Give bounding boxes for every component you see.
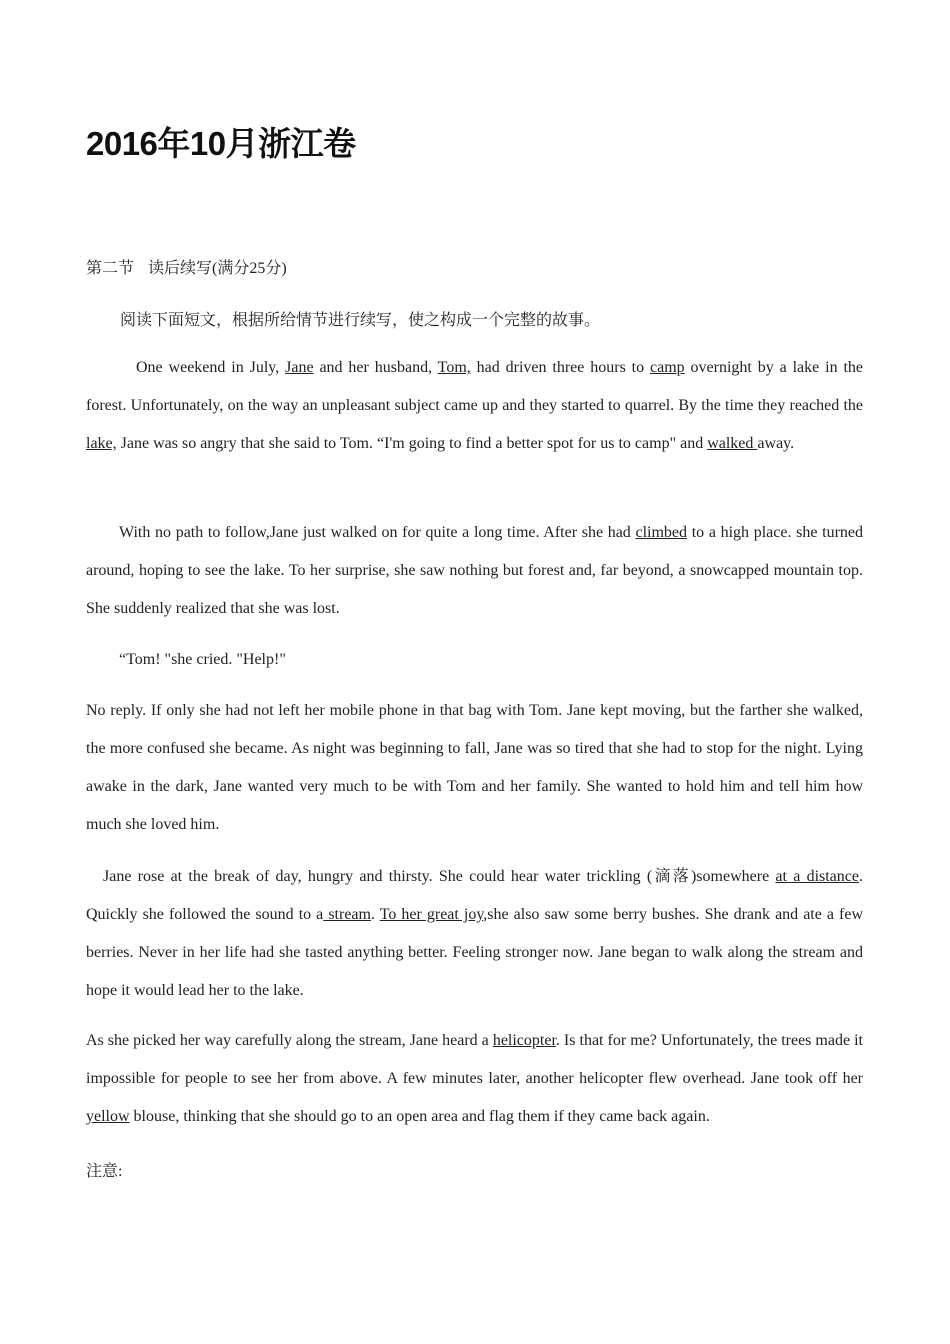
section-name: 读后续写(满分25分) — [148, 260, 287, 277]
underlined-word: helicopter — [492, 1032, 556, 1049]
underlined-word: yellow — [86, 1108, 130, 1125]
underlined-word: camp — [650, 359, 685, 376]
story-paragraph-2: With no path to follow,Jane just walked on for quite a long time. After she had climbed to a high place. she turned around, hoping to see the lake. To her surprise, she saw nothing but forest and, far beyond, a snowcapped mountain top. She suddenly realized that she was lost. — [86, 524, 863, 617]
story-paragraph-6: As she picked her way carefully along the stream, Jane heard a helicopter. Is that for me? Unfortunately, the trees made it impossible for people to see her from above. A few minutes later, another helicopter flew overhead. Jane took off her yellow blouse, thinking that she should go to an open area and flag them if they came back again. — [86, 1032, 863, 1125]
underlined-word: To her great joy — [379, 906, 484, 923]
story-paragraph-3: “Tom! "she cried. "Help!" — [119, 651, 286, 668]
story-paragraph-5: Jane rose at the break of day, hungry and thirsty. She could hear water trickling (滴落)somewhere at a distance. Quickly she followed the sound to a stream. To her great joy,she also saw some berry bushes. She drank and ate a few berries. Never in her life had she tasted anything better. Feeling stronger now. Jane began to walk along the stream and hope it would lead her to the lake. — [86, 868, 864, 999]
page-title: 2016年10月浙江卷 — [86, 125, 356, 162]
note-label: 注意: — [86, 1163, 123, 1180]
story-paragraph-1: One weekend in July, Jane and her husband, Tom, had driven three hours to camp overnight by a lake in the forest. Unfortunately, on the way an unpleasant subject came up and they started to quarrel. By the time they reached the lake, Jane was so angry that she said to Tom. “I'm going to find a better spot for us to camp" and walked away. — [86, 359, 864, 452]
underlined-word: Tom, — [437, 359, 471, 376]
underlined-word: climbed — [635, 524, 688, 541]
section-heading — [86, 255, 287, 278]
instruction-text: 阅读下面短文，根据所给情节进行续写，使之构成一个完整的故事。 — [120, 312, 601, 329]
story-paragraph-4: No reply. If only she had not left her mobile phone in that bag with Tom. Jane kept moving, but the farther she walked, the more confused she became. As night was beginning to fall, Jane was so tired that she had to stop for the night. Lying awake in the dark, Jane wanted very much to be with Tom and her family. She wanted to hold him and tell him how much she loved him. — [86, 702, 863, 833]
underlined-word: walked — [707, 435, 758, 452]
underlined-word: lake, — [86, 435, 117, 452]
underlined-word: stream — [323, 906, 371, 923]
underlined-word: Jane — [285, 359, 314, 376]
underlined-word: at a distance — [775, 868, 859, 885]
section-label: 第二节 — [86, 260, 135, 277]
